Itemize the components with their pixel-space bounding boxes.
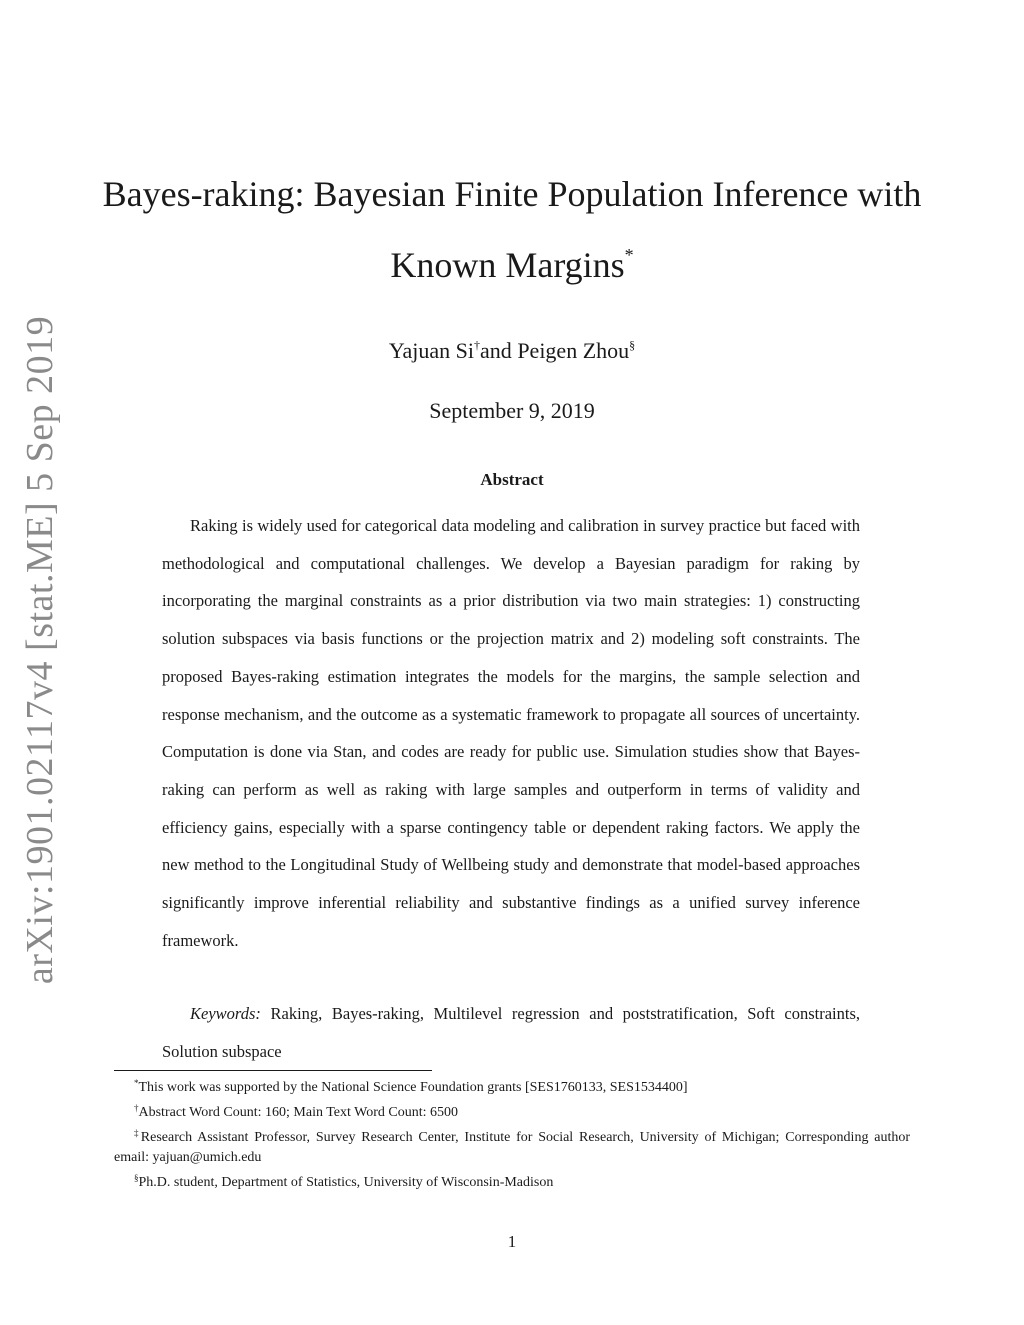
footnote-mark: †: [134, 1103, 139, 1113]
publication-date: September 9, 2019: [429, 398, 595, 423]
footnote: [114, 1123, 910, 1168]
keywords-label: Keywords:: [190, 1004, 261, 1023]
author-name: Peigen Zhou: [517, 338, 630, 363]
footnotes: [114, 1073, 910, 1193]
title-footnote-mark[interactable]: *: [624, 245, 634, 265]
footnote: [114, 1098, 910, 1123]
paper-title-text: Known Margins: [390, 245, 625, 285]
page-number: 1: [507, 1232, 517, 1251]
paper-title-line-2: [100, 246, 924, 283]
footnote-text: This work was supported by the National Science Foundation grants [SES1760133, SES1534400]: [138, 1080, 688, 1095]
footnote-text: Abstract Word Count: 160; Main Text Word Count: 6500: [138, 1105, 459, 1120]
author-name: Yajuan Si: [388, 338, 475, 363]
author-footnote-mark[interactable]: §: [629, 338, 636, 352]
footnote-mark: ‡: [134, 1128, 141, 1138]
footnote-text: Research Assistant Professor, Survey Research Center, Institute for Social Research, University of Michigan; Corresponding author email: yajuan@umich.edu: [114, 1130, 911, 1165]
footnote: [114, 1168, 910, 1193]
footnote-mark: *: [134, 1078, 139, 1088]
arxiv-identifier-stamp: arXiv:1901.02117v4 [stat.ME] 5 Sep 2019: [19, 315, 61, 985]
author-footnote-mark[interactable]: †: [474, 338, 481, 352]
abstract-body: Raking is widely used for categorical data modeling and calibration in survey practice but faced with methodological and computational challenges. We develop a Bayesian paradigm for raking by incorporating the marginal constraints as a prior distribution via two main strategies: 1) constructing solution subspaces via basis functions or the projection matrix and 2) modeling soft constraints. The proposed Bayes-raking estimation integrates the models for the margins, the sample selection and response mechanism, and the outcome as a systematic framework to propagate all sources of uncertainty. Computation is done via Stan, and codes are ready for public use. Simulation studies show that Bayes-raking can perform as well as raking with large samples and outperform in terms of validity and efficiency gains, especially with a sparse contingency table or dependent raking factors. We apply the new method to the Longitudinal Study of Wellbeing study and demonstrate that model-based approaches significantly improve inferential reliability and substantive findings as a unified survey inference framework.: [162, 516, 860, 950]
footnote-text: Ph.D. student, Department of Statistics, University of Wisconsin-Madison: [138, 1175, 554, 1190]
author-list: [100, 338, 924, 364]
footnote: [114, 1073, 910, 1098]
author-conjunction: and: [480, 338, 512, 363]
abstract-heading: Abstract: [480, 470, 544, 489]
paper-title-line-1: Bayes-raking: Bayesian Finite Population Inference with: [102, 174, 922, 214]
footnote-divider: [114, 1070, 432, 1071]
keywords-text: Raking, Bayes-raking, Multilevel regression and poststratification, Soft constraints, Solution subspace: [162, 1004, 860, 1061]
footnote-mark: §: [134, 1173, 139, 1183]
keywords-paragraph: [162, 995, 860, 1070]
